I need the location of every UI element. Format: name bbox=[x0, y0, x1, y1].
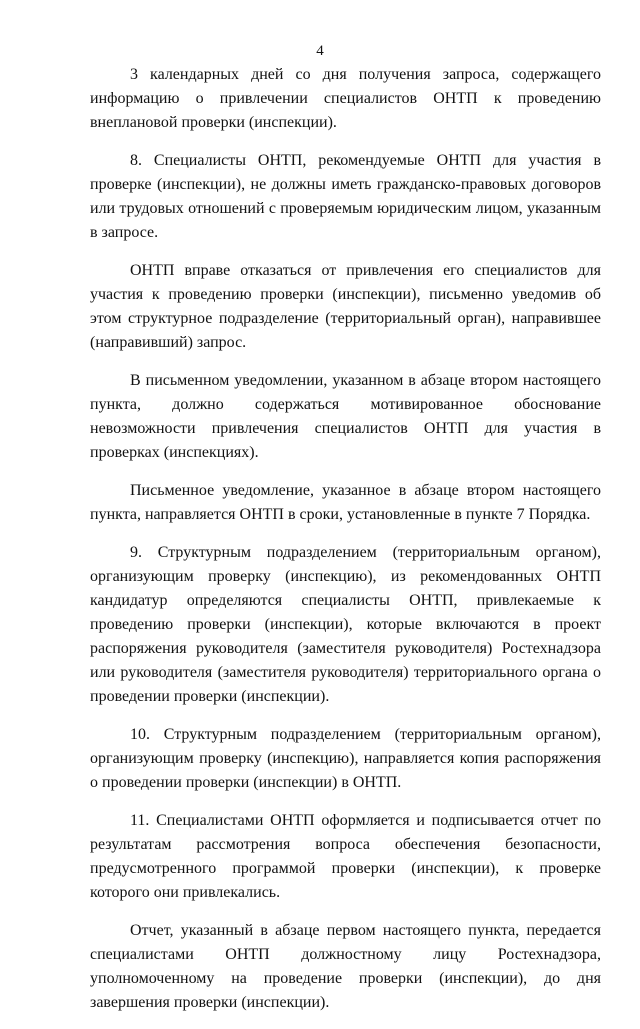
paragraph-item-9: 9. Структурным подразделением (территориальным органом), организующим проверку (инспекцию), из рекомендованных ОНТП кандидатур определяются специалисты ОНТП, привлекаемые к проведению проверки (инспекции), которые включаются в проект распоряжения руководителя (заместителя руководителя) Ростехнадзора или руководителя (заместителя руководителя) территориального органа о проведении проверки (инспекции). bbox=[90, 544, 601, 705]
document-body bbox=[90, 63, 601, 1029]
paragraph-refusal-notice-deadline: Письменное уведомление, указанное в абзаце втором настоящего пункта, направляется ОНТП в сроки, установленные в пункте 7 Порядка. bbox=[90, 482, 601, 523]
paragraph-item-8: 8. Специалисты ОНТП, рекомендуемые ОНТП для участия в проверке (инспекции), не должны иметь гражданско-правовых договоров или трудовых отношений с проверяемым юридическим лицом, указанным в запросе. bbox=[90, 152, 601, 241]
paragraph-item-10: 10. Структурным подразделением (территориальным органом), организующим проверку (инспекцию), направляется копия распоряжения о проведении проверки (инспекции) в ОНТП. bbox=[90, 726, 601, 791]
paragraph-refusal-right: ОНТП вправе отказаться от привлечения его специалистов для участия к проведению проверки (инспекции), письменно уведомив об этом структурное подразделение (территориальный орган), направившее (направивший) запрос. bbox=[90, 262, 601, 351]
paragraph-deadline-continuation: 3 календарных дней со дня получения запроса, содержащего информацию о привлечении специалистов ОНТП к проведению внеплановой проверки (инспекции). bbox=[90, 66, 601, 131]
page-number: 4 bbox=[316, 43, 324, 59]
paragraph-refusal-notice-content: В письменном уведомлении, указанном в абзаце втором настоящего пункта, должно содержаться мотивированное обоснование невозможности привлечения специалистов ОНТП для участия в проверках (инспекциях). bbox=[90, 372, 601, 461]
paragraph-item-11: 11. Специалистами ОНТП оформляется и подписывается отчет по результатам рассмотрения вопроса обеспечения безопасности, предусмотренного программой проверки (инспекции), к проверке которого они привлекались. bbox=[90, 812, 601, 901]
paragraph-report-transfer: Отчет, указанный в абзаце первом настоящего пункта, передается специалистами ОНТП должностному лицу Ростехнадзора, уполномоченному на проведение проверки (инспекции), до дня завершения проверки (инспекции). bbox=[90, 922, 601, 1011]
